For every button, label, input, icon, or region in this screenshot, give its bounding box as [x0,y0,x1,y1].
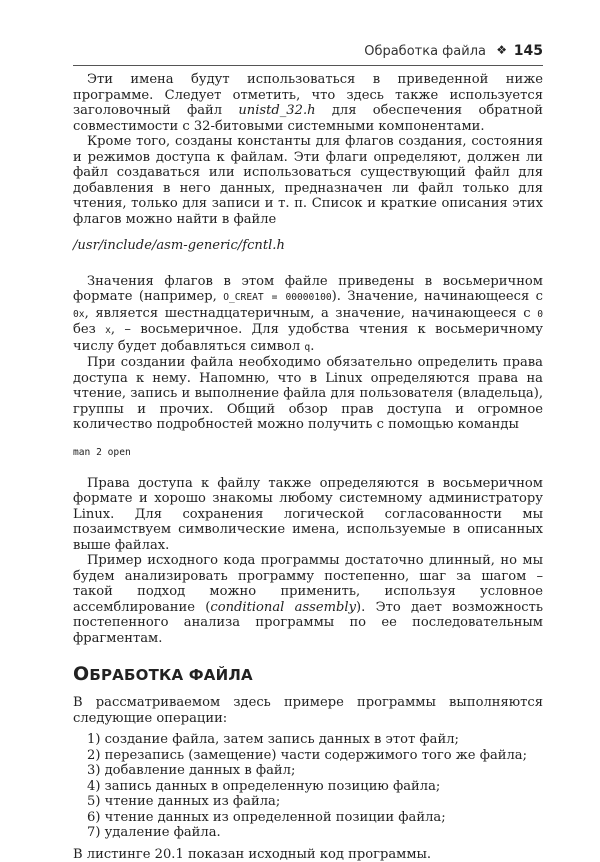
code-x: x [105,325,111,336]
list-item: 2) перезапись (замещение) части содержимого того же файла; [87,748,543,764]
paragraph-access-rights: При создании файла необходимо обязательно определить права доступа к нему. Напомню, что в Linux определяются права на чтение, запись и выполнение файла для пользователя (владельца), группы и прочих. Общий обзор прав доступа и огромное количество подробностей можно получить с помощью команды [73,355,543,433]
operations-list [73,732,543,841]
paragraph-octal-values: Значения флагов в этом файле приведены в восьмеричном формате (например, O_CREAT = 00000100). Значение, начинающееся с 0x, является шестнадцатеричным, а значение, начинающееся с 0 без x, – восьмеричное. Для удобства чтения к восьмеричному числу будет добавляться символ q. [73,274,543,356]
code-0x: 0x [73,309,85,320]
code-0: 0 [537,309,543,320]
list-item: 3) добавление данных в файл; [87,763,543,779]
list-item: 4) запись данных в определенную позицию файла; [87,779,543,795]
list-item: 1) создание файла, затем запись данных в этот файл; [87,732,543,748]
header-filename: unistd_32.h [238,103,315,118]
section-heading: ОБРАБОТКА ФАЙЛА [73,664,543,685]
code-o-creat: O_CREAT = 00000100 [223,292,331,303]
conditional-assembly-term: conditional assembly [210,600,356,615]
running-title: Обработка файла [364,44,486,59]
listing-reference: В листинге 20.1 показан исходный код программы. [73,847,543,862]
list-item: 7) удаление файла. [87,825,543,841]
paragraph-names-usage: Эти имена будут использоваться в приведенной ниже программе. Следует отметить, что здесь также используется заголовочный файл unistd_32.h для обеспечения обратной совместимости с 32-битовыми системными компонентами. [73,72,543,134]
list-item: 5) чтение данных из файла; [87,794,543,810]
paragraph-flag-constants: Кроме того, созданы константы для флагов создания, состояния и режимов доступа к файлам. Эти флаги определяют, должен ли файл создаваться или использоваться существующий файл для добавления в него данных, предназначен ли файл только для чтения, только для записи и т. п. Список и краткие описания этих флагов можно найти в файле [73,134,543,227]
diamond-ornament-icon: ❖ [496,43,507,57]
code-q: q [304,342,310,353]
fcntl-path: /usr/include/asm-generic/fcntl.h [73,238,543,254]
page-number: 145 [514,43,543,59]
paragraph-conditional-assembly: Пример исходного кода программы достаточно длинный, но мы будем анализировать программу постепенно, шаг за шагом – такой подход можно применить, используя условное ассемблирование (conditional assembly). Это дает возможность постепенного анализа программы по ее последовательным фрагментам. [73,553,543,646]
paragraph-octal-permissions: Права доступа к файлу также определяются в восьмеричном формате и хорошо знакомы любому системному администратору Linux. Для сохранения логической согласованности мы позаимствуем символические имена, используемые в описанных выше файлах. [73,476,543,554]
section-intro: В рассматриваемом здесь примере программы выполняются следующие операции: [73,695,543,726]
page-body [73,72,543,862]
man-command: man 2 open [73,446,543,460]
running-header [73,43,543,66]
list-item: 6) чтение данных из определенной позиции файла; [87,810,543,826]
